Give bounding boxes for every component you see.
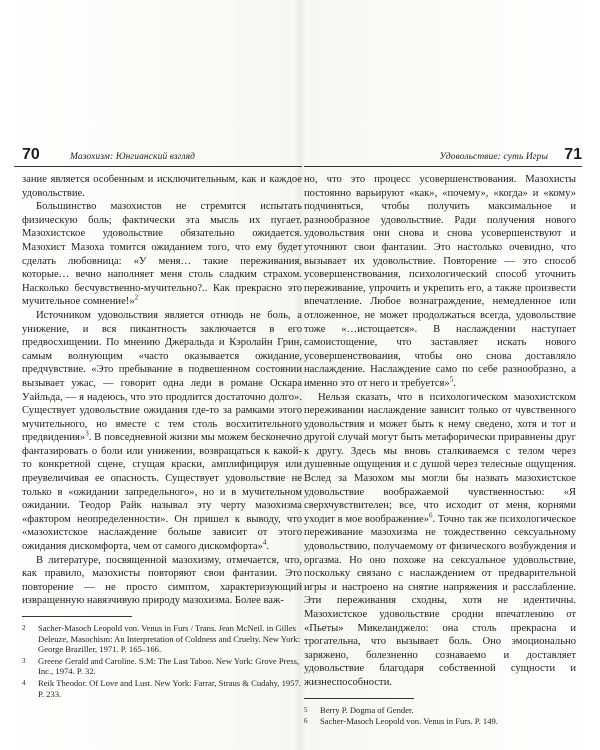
footnote-divider bbox=[304, 698, 414, 699]
running-head: Удовольствие: суть Игры bbox=[439, 152, 548, 162]
paragraph: зание является особенным и исключительным, как и каждое удовольствие. bbox=[22, 174, 302, 199]
left-page-header bbox=[14, 140, 302, 167]
left-body-text bbox=[14, 173, 302, 608]
page-number: 71 bbox=[564, 146, 582, 163]
footnote: 5 Berry P. Dogma of Gender. bbox=[304, 704, 414, 715]
footnote: 6 Sacher-Masoch Leopold von. Venus in Furs. P. 149. bbox=[304, 716, 498, 727]
footnote: 2 Sacher-Masoch Leopold von. Venus in Furs / Trans. Jean McNeil. in Gilles Deleuze, Masochism: An Interpretation of Coldness and Cruelty. New York: George Braziller, 1971. P. 165–166. bbox=[22, 623, 300, 655]
right-page-header bbox=[304, 140, 582, 167]
footnote-divider bbox=[22, 616, 132, 617]
paragraph: Нельзя сказать, что в психологическом мазохистском переживании наслаждение зависит только от чувственного удовольствия и может быть к нему сведено, хотя и тот и другой случай могут быть метафорически приравнены друг к другу. Здесь мы вновь сталкиваемся с телом через душевные ощущения и с душой через телесные ощущения. Вслед за Мазохом мы могли бы назвать мазохистское удовольствие воображаемой чувственностью: «Я сверхчувствителен; все, что исходит от меня, корнями уходит в мое воображение»$^6$. Точно так же психологическое переживание мазохизма не тождественно сексуальному удовольствию, получаемому от физического возбуждения и оргазма. Но оно похоже на сексуальное удовольствие, поскольку связано с наслаждением от предварительной игры и настроено на снятие напряжения и расслабление. Эти переживания сходны, хотя не идентичны. Мазохистское удовольствие сродни впечатлению от «Пьеты» Микеланджело: она столь прекрасна и трогательна, что вызывает боль. Оно эмоционально заряжено, болезненно сознаваемо и доставляет удовольствие благодаря собственной сущности и жизнеспособности. bbox=[304, 391, 576, 688]
running-head: Мазохизм: Юнгианский взгляд bbox=[70, 152, 196, 162]
footnote-ref: 3 bbox=[85, 429, 89, 438]
right-page bbox=[304, 140, 582, 730]
footnote-ref: 6 bbox=[429, 511, 433, 520]
right-body-text bbox=[304, 173, 582, 690]
footnote: 4 Reik Theodor. Of Love and Lust. New York: Farrar, Straus & Cudahy, 1957. P. 233. bbox=[22, 677, 301, 699]
footnote: 3 Greene Gerald and Caroline. S.M: The Last Taboo. New York: Grove Press, Inc., 1974. P. 32. bbox=[22, 655, 300, 677]
right-footnotes bbox=[304, 705, 582, 727]
paragraph: Источником удовольствия является отнюдь не боль, а унижение, и вся пикантность заключается в его предвосхищении. По мнению Джеральда и Кэролайн Грин, самым волнующим «часто оказывается ожидание, предчувствие. «Это пребывание в подвешенном состоянии вызывает ужас, — говорит одна леди в романе Оскара Уайльда, — я надеюсь, что это продлится достаточно долго». Существует удовольствие ожидания где-то за рамками этого мучительного, но вместе с тем столь восхитительного предвидения»$^3$. В повседневной жизни мы можем бесконечно фантазировать о боли или унижении, возвращаться к какой-то конкретной сцене, сгущая краски, амплифицируя или преувеличивая ее опасность. Существует удовольствие не только в «ожидании запредельного», но и в мучительном ожидании. Теодор Райк называл эту черту мазохизма «фактором неопределенности». Он пришел к выводу, что «мазохистское наслаждение больше зависит от этого ожидания дискомфорта, чем от самого дискомфорта»$^4$. bbox=[22, 309, 302, 553]
paragraph: Большинство мазохистов не стремятся испытать физическую боль; фактически эта мысль их пугает. Мазохистское удовольствие обязательно ожидается. Мазохист Мазоха томится ожиданием того, что ему будет сделать любовница: «У меня… такие переживания, которые… вечно наполняет меня столь сладким страхом. Насколько бесчувственно-мучительно?.. Как прекрасно это мучительное сомнение!»$^2$ bbox=[22, 201, 302, 308]
page-number: 70 bbox=[22, 146, 40, 163]
left-footnotes bbox=[14, 623, 302, 699]
paragraph: В литературе, посвященной мазохизму, отмечается, что, как правило, мазохисты повторяют свои фантазии. Это повторение — не просто симптом, характеризующий извращенную навязчивую природу мазохизма. Более важ- bbox=[22, 554, 302, 607]
footnote-ref: 5 bbox=[449, 375, 454, 384]
left-page bbox=[14, 140, 302, 730]
paragraph: но, что это процесс усовершенствования. Мазохисты постоянно варьируют «как», «почему», «когда» и «кому» подчиняться, чтобы получить максимальное и разнообразное удовольствие. Ради получения нового удовольствия они снова и снова усовершенствуют и уточняют свои фантазии. Это настолько очевидно, что вызывает их удовольствие. Повторение — это способ усовершенствования, психологический способ уточнить переживание, упрочить и укрепить его, а также произвести впечатление. Любое вознаграждение, немедленное или отложенное, не может продолжаться всегда, удовольствие тоже «…истощается». В наслаждении наступает самоистощение, что заставляет искать нового усовершенствования, чтобы оно снова доставляло наслаждение. Наслаждение само по себе разнообразно, а именно это от него и требуется»$^5$. bbox=[304, 174, 576, 389]
footnote-ref: 4 bbox=[262, 538, 267, 547]
footnote-ref: 2 bbox=[134, 293, 139, 302]
